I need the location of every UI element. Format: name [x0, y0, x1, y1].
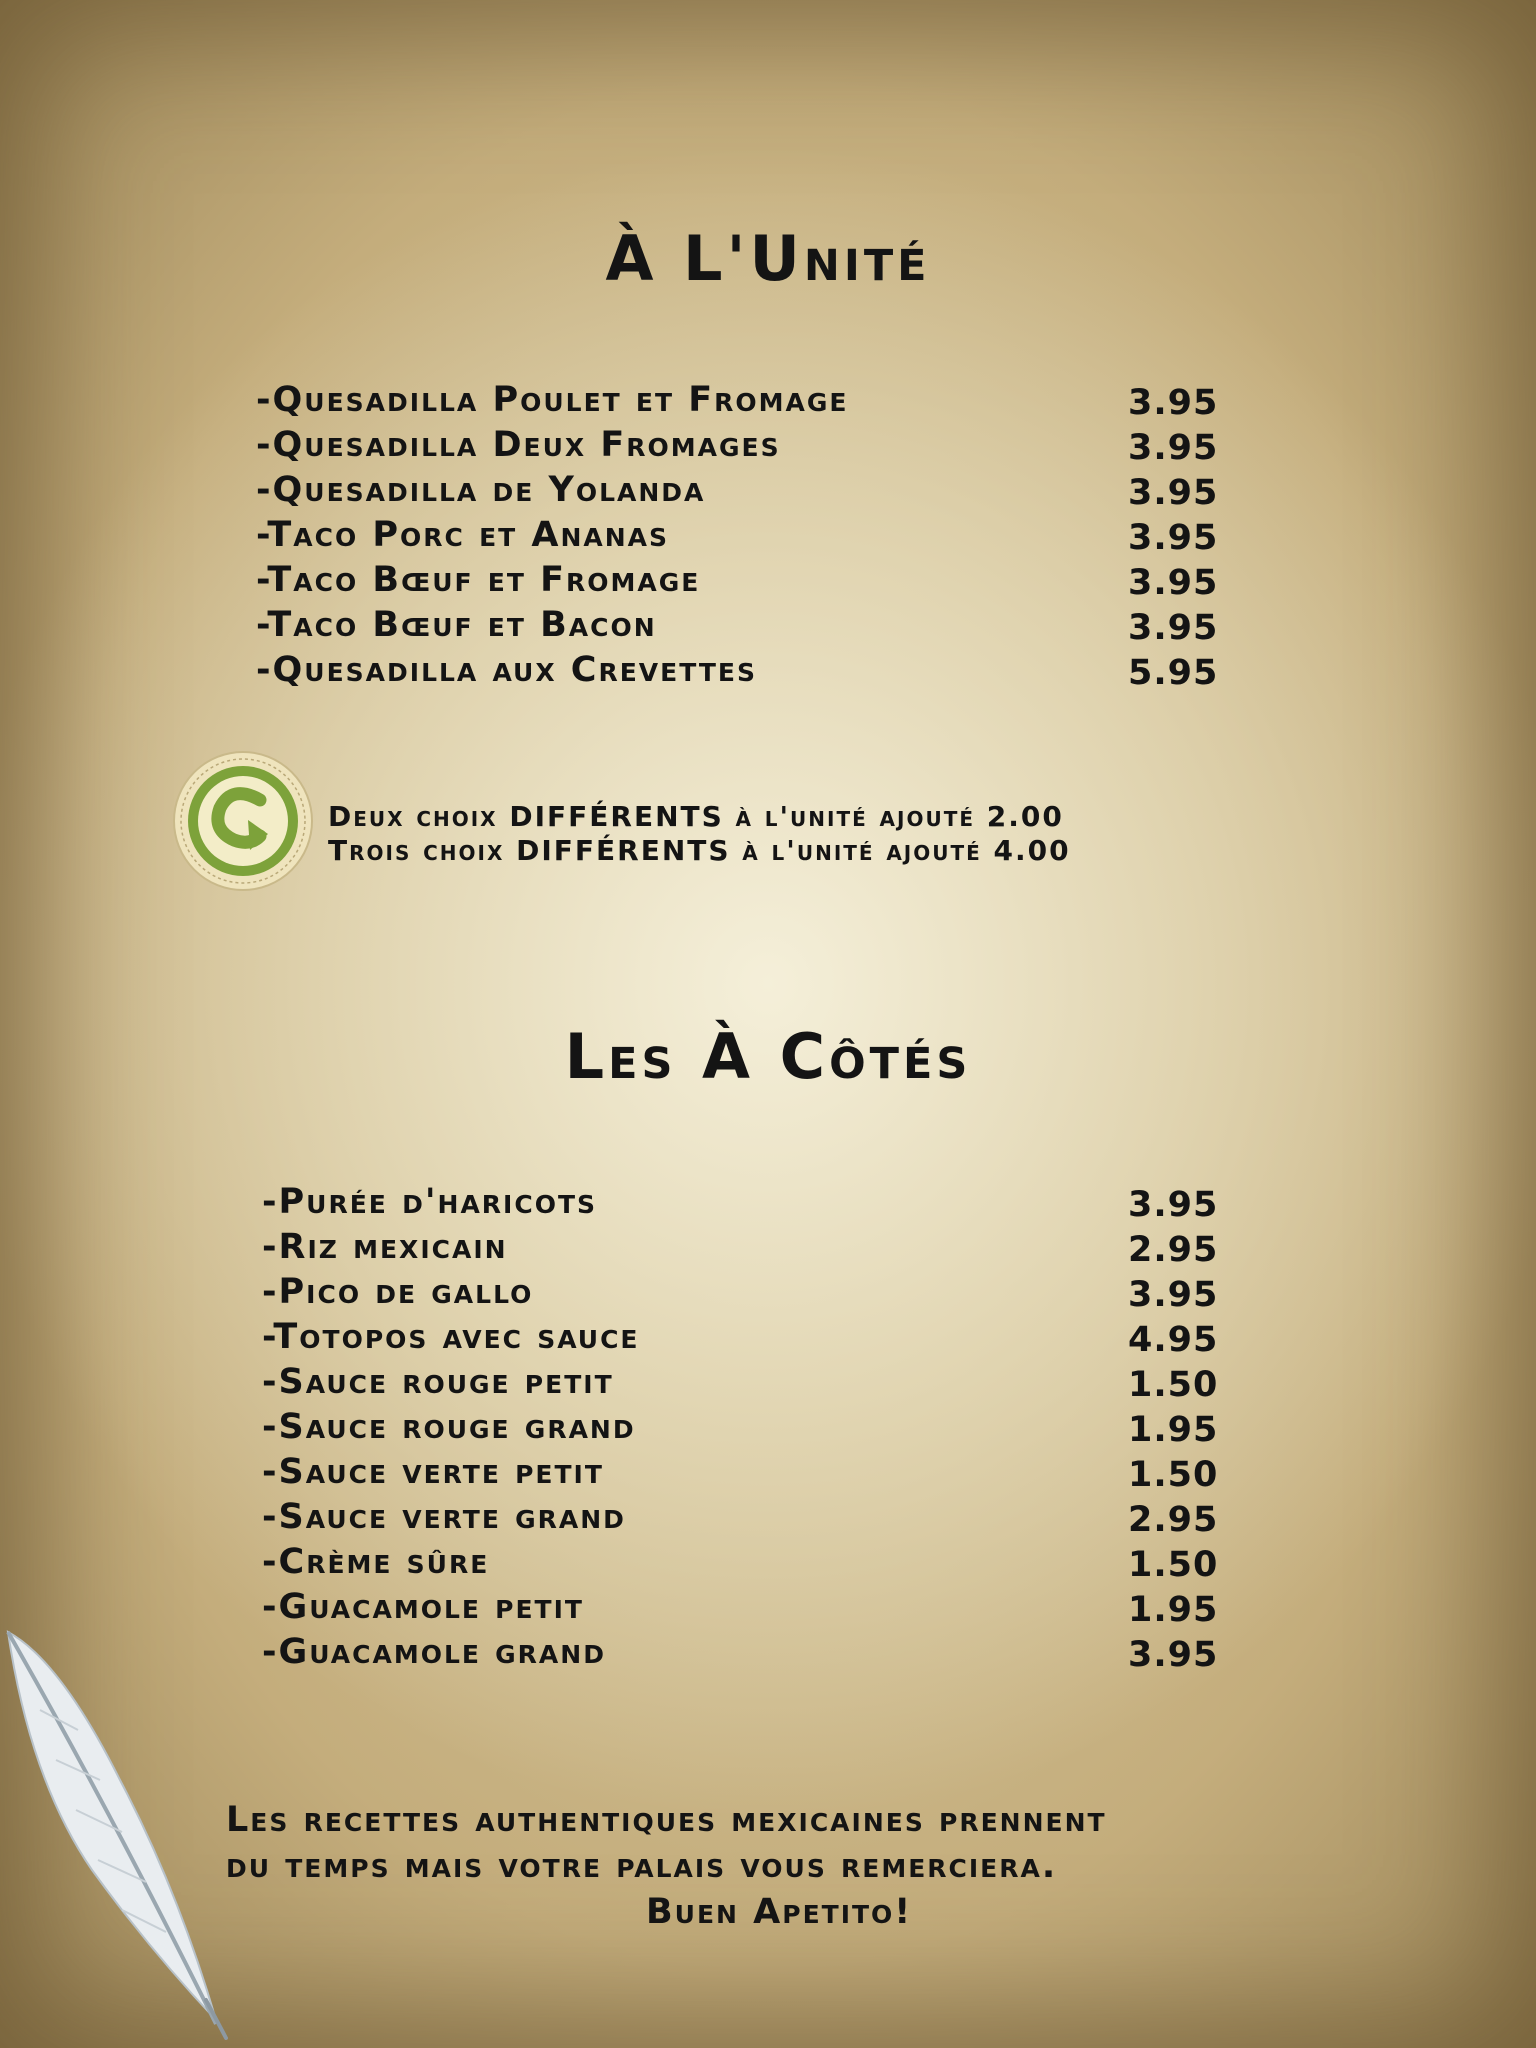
menu-item-name: -Quesadilla de Yolanda: [256, 470, 706, 510]
menu-item: [262, 1362, 1228, 1407]
menu-item-price: 1.95: [1128, 1410, 1219, 1450]
menu-item: [262, 1452, 1228, 1497]
menu-item: [256, 425, 1226, 470]
menu-item-price: 5.95: [1128, 653, 1219, 693]
menu-item-name: -Sauce rouge petit: [262, 1362, 614, 1402]
menu-item: [256, 560, 1226, 605]
menu-item: [262, 1587, 1228, 1632]
menu-item: [262, 1632, 1228, 1677]
menu-item: [262, 1542, 1228, 1587]
menu-item-price: 3.95: [1128, 563, 1219, 603]
menu-item: [256, 605, 1226, 650]
menu-item-name: -Quesadilla Poulet et Fromage: [256, 380, 849, 420]
menu-item-name: -Purée d'haricots: [262, 1182, 598, 1222]
menu-item: [262, 1182, 1228, 1227]
menu-item: [256, 380, 1226, 425]
menu-item-name: -Guacamole grand: [262, 1632, 606, 1672]
menu-item-price: 2.95: [1128, 1230, 1219, 1270]
footer-line: Buen Apetito!: [646, 1892, 913, 1932]
combo-note-line: Deux choix DIFFÉRENTS à l'unité ajouté 2.00: [328, 800, 1064, 833]
feather-quill-icon: [0, 1620, 240, 2040]
menu-item-name: -Guacamole petit: [262, 1587, 584, 1627]
menu-item-price: 2.95: [1128, 1500, 1219, 1540]
menu-item-price: 3.95: [1128, 518, 1219, 558]
menu-item-name: -Totopos avec sauce: [262, 1317, 640, 1357]
menu-item: [262, 1272, 1228, 1317]
section-title-les-a-cotes: Les À Côtés: [564, 1020, 972, 1093]
menu-item-price: 3.95: [1128, 428, 1219, 468]
menu-item: [262, 1317, 1228, 1362]
footer-line: du temps mais votre palais vous remerciera.: [226, 1846, 1058, 1886]
menu-item: [262, 1407, 1228, 1452]
menu-item-name: -Sauce verte grand: [262, 1497, 626, 1537]
menu-item-name: -Riz mexicain: [262, 1227, 508, 1267]
menu-item-name: -Taco Porc et Ananas: [256, 515, 670, 555]
menu-item-price: 3.95: [1128, 383, 1219, 423]
menu-item-price: 1.95: [1128, 1590, 1219, 1630]
menu-item-name: -Taco Bœuf et Fromage: [256, 560, 701, 600]
menu-item-name: -Quesadilla aux Crevettes: [256, 650, 758, 690]
menu-item-price: 4.95: [1128, 1320, 1219, 1360]
menu-item-name: -Crème sûre: [262, 1542, 490, 1582]
menu-item-price: 3.95: [1128, 473, 1219, 513]
menu-item: [262, 1497, 1228, 1542]
menu-item-name: -Taco Bœuf et Bacon: [256, 605, 657, 645]
section-title-a-lunite: À L'Unité: [605, 222, 931, 295]
menu-item-price: 3.95: [1128, 1635, 1219, 1675]
green-arrow-badge-icon: [172, 750, 314, 892]
menu-item: [256, 515, 1226, 560]
menu-item-price: 1.50: [1128, 1455, 1219, 1495]
menu-item-price: 3.95: [1128, 1185, 1219, 1225]
menu-item-name: -Quesadilla Deux Fromages: [256, 425, 781, 465]
menu-item: [256, 650, 1226, 695]
combo-note: [328, 800, 1071, 868]
menu-item-price: 1.50: [1128, 1545, 1219, 1585]
menu-item: [256, 470, 1226, 515]
menu-list-les-a-cotes: [262, 1182, 1228, 1677]
menu-item-name: -Sauce verte petit: [262, 1452, 604, 1492]
menu-list-a-lunite: [256, 380, 1226, 695]
menu-item-price: 1.50: [1128, 1365, 1219, 1405]
menu-item-name: -Sauce rouge grand: [262, 1407, 636, 1447]
combo-note-line: Trois choix DIFFÉRENTS à l'unité ajouté 4.00: [328, 834, 1071, 867]
menu-item: [262, 1227, 1228, 1272]
menu-item-price: 3.95: [1128, 608, 1219, 648]
footer-line: Les recettes authentiques mexicaines prennent: [226, 1800, 1107, 1840]
menu-item-name: -Pico de gallo: [262, 1272, 534, 1312]
menu-item-price: 3.95: [1128, 1275, 1219, 1315]
